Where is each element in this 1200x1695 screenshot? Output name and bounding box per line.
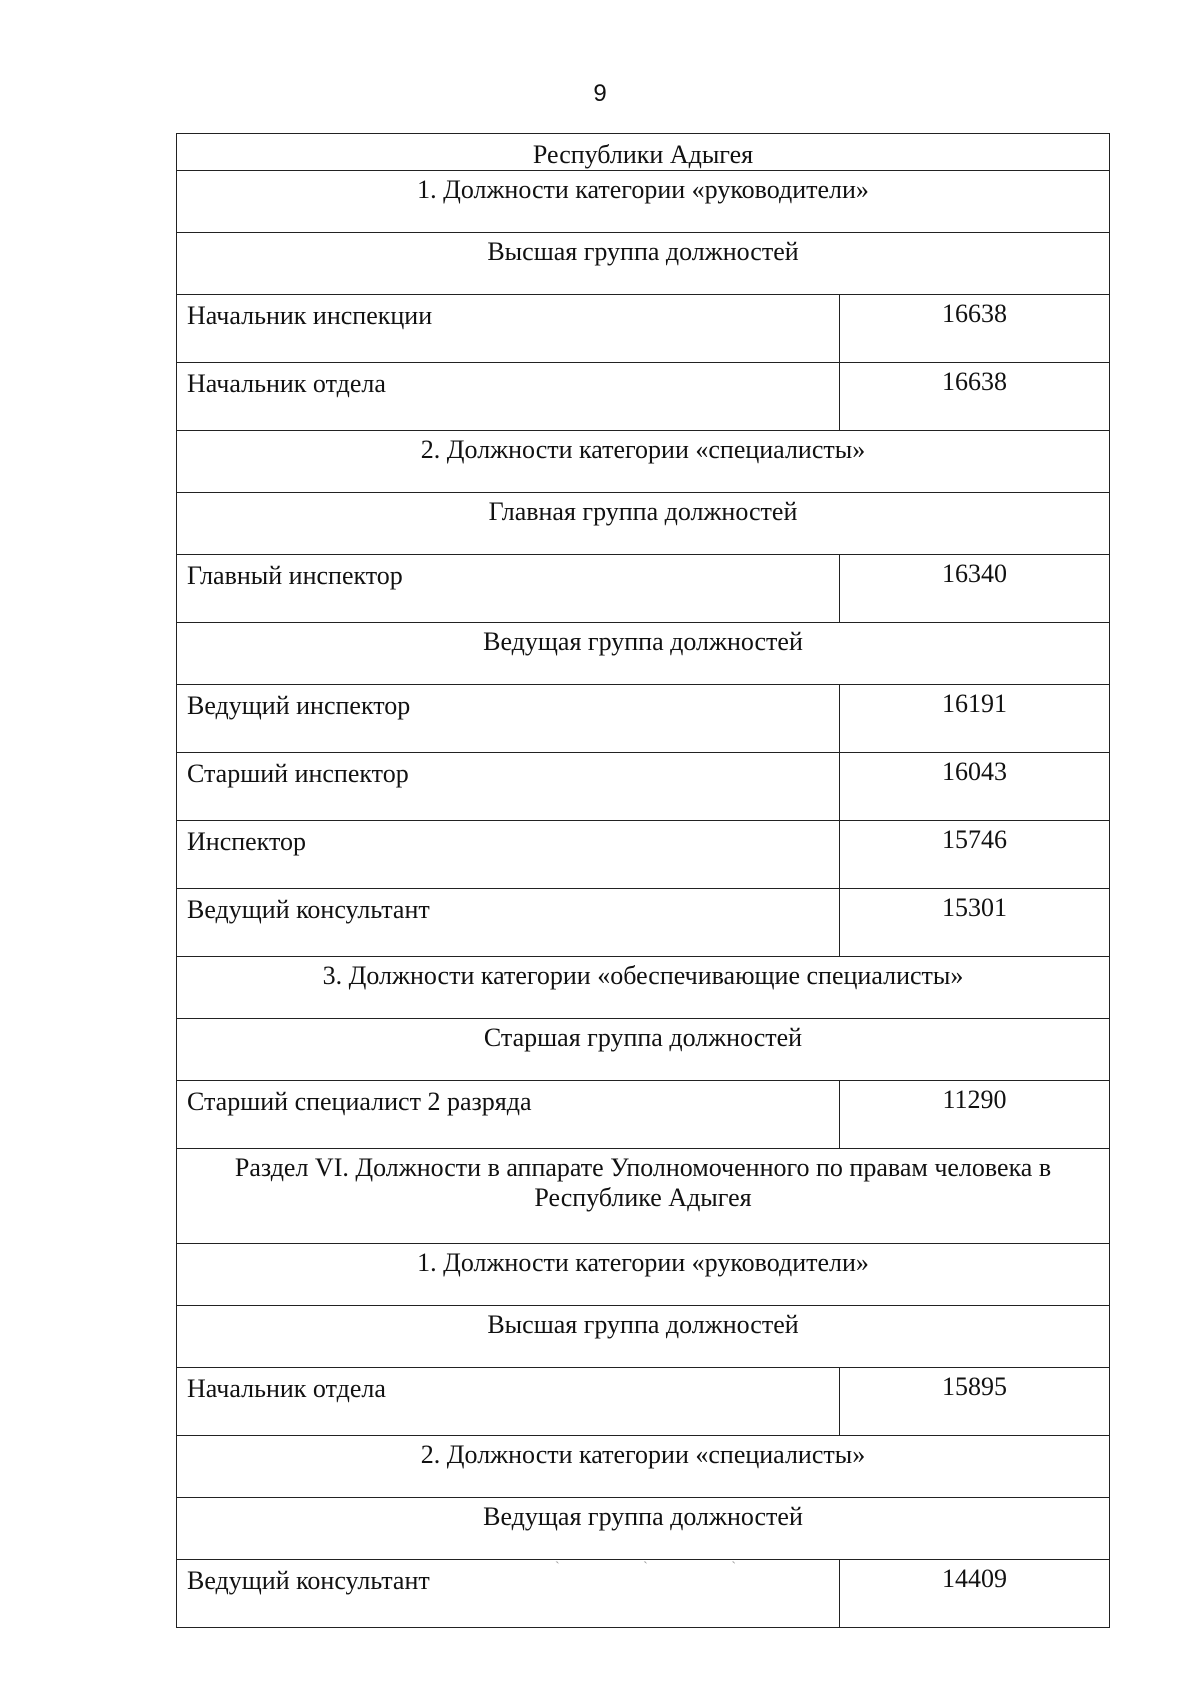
section-header-text: Высшая группа должностей [487, 1310, 799, 1339]
salary-amount-cell: 16043 [840, 753, 1110, 821]
section-header-row [177, 171, 1110, 233]
position-title-cell: Главный инспектор [177, 555, 840, 623]
salary-amount-cell: 16191 [840, 685, 1110, 753]
section-header-cell [177, 1019, 1110, 1081]
position-title-cell: Ведущий консультант [177, 889, 840, 957]
page-number: 9 [593, 80, 607, 107]
section-header-cell [177, 1436, 1110, 1498]
section-header-text: Высшая группа должностей [487, 237, 799, 266]
table-row [177, 753, 1110, 821]
position-title-cell: Старший инспектор [177, 753, 840, 821]
section-header-text: Старшая группа должностей [483, 1023, 803, 1052]
scan-artifacts: ` ` ` [555, 1560, 776, 1575]
section-header-text: 1. Должности категории «руководители» [417, 1248, 869, 1277]
section-header-row [177, 957, 1110, 1019]
section-header-row [177, 431, 1110, 493]
section-header-row [177, 134, 1110, 171]
table-row [177, 1368, 1110, 1436]
table-row [177, 1081, 1110, 1149]
salary-amount-cell: 16638 [840, 295, 1110, 363]
section-header-text: 2. Должности категории «специалисты» [420, 1440, 866, 1469]
section-header-text: 2. Должности категории «специалисты» [420, 435, 866, 464]
table-row [177, 555, 1110, 623]
section-header-cell [177, 233, 1110, 295]
table-row [177, 295, 1110, 363]
section-header-cell [177, 957, 1110, 1019]
section-header-cell [177, 171, 1110, 233]
section-header-row [177, 233, 1110, 295]
section-header-row [177, 1306, 1110, 1368]
salary-amount-cell: 15895 [840, 1368, 1110, 1436]
position-title-cell: Старший специалист 2 разряда [177, 1081, 840, 1149]
section-header-cell [177, 1498, 1110, 1560]
section-header-row [177, 1244, 1110, 1306]
section-header-cell [177, 134, 1110, 171]
section-header-text: Ведущая группа должностей [483, 1502, 803, 1531]
salary-amount-cell: 16638 [840, 363, 1110, 431]
table-row [177, 363, 1110, 431]
section-header-text: Главная группа должностей [488, 497, 798, 526]
salary-table [176, 133, 1110, 1628]
position-title-cell: Начальник отдела [177, 1368, 840, 1436]
position-title-cell: Ведущий консультант [177, 1560, 840, 1628]
position-title-cell: Ведущий инспектор [177, 685, 840, 753]
section-header-row [177, 1019, 1110, 1081]
section-header-text: 3. Должности категории «обеспечивающие специалисты» [322, 961, 964, 990]
section-header-row [177, 1498, 1110, 1560]
table-row [177, 685, 1110, 753]
position-title-cell: Инспектор [177, 821, 840, 889]
salary-amount-cell: 16340 [840, 555, 1110, 623]
table-row [177, 821, 1110, 889]
section-header-text: Ведущая группа должностей [483, 627, 803, 656]
position-title-cell: Начальник инспекции [177, 295, 840, 363]
section-header-row [177, 1149, 1110, 1244]
salary-amount-cell: 15746 [840, 821, 1110, 889]
section-header-text: Раздел VI. Должности в аппарате Уполномоченного по правам человека в Республике Адыгея [234, 1153, 1052, 1212]
section-header-cell [177, 1149, 1110, 1244]
section-header-row [177, 1436, 1110, 1498]
section-header-row [177, 623, 1110, 685]
section-header-cell [177, 431, 1110, 493]
salary-amount-cell: 15301 [840, 889, 1110, 957]
salary-table-body [177, 134, 1110, 1628]
section-header-text: 1. Должности категории «руководители» [417, 175, 869, 204]
section-header-row [177, 493, 1110, 555]
section-header-cell [177, 1306, 1110, 1368]
section-header-text: Республики Адыгея [532, 140, 754, 169]
section-header-cell [177, 623, 1110, 685]
salary-amount-cell: 11290 [840, 1081, 1110, 1149]
section-header-cell [177, 1244, 1110, 1306]
table-row [177, 889, 1110, 957]
section-header-cell [177, 493, 1110, 555]
salary-amount-cell: 14409 [840, 1560, 1110, 1628]
position-title-cell: Начальник отдела [177, 363, 840, 431]
